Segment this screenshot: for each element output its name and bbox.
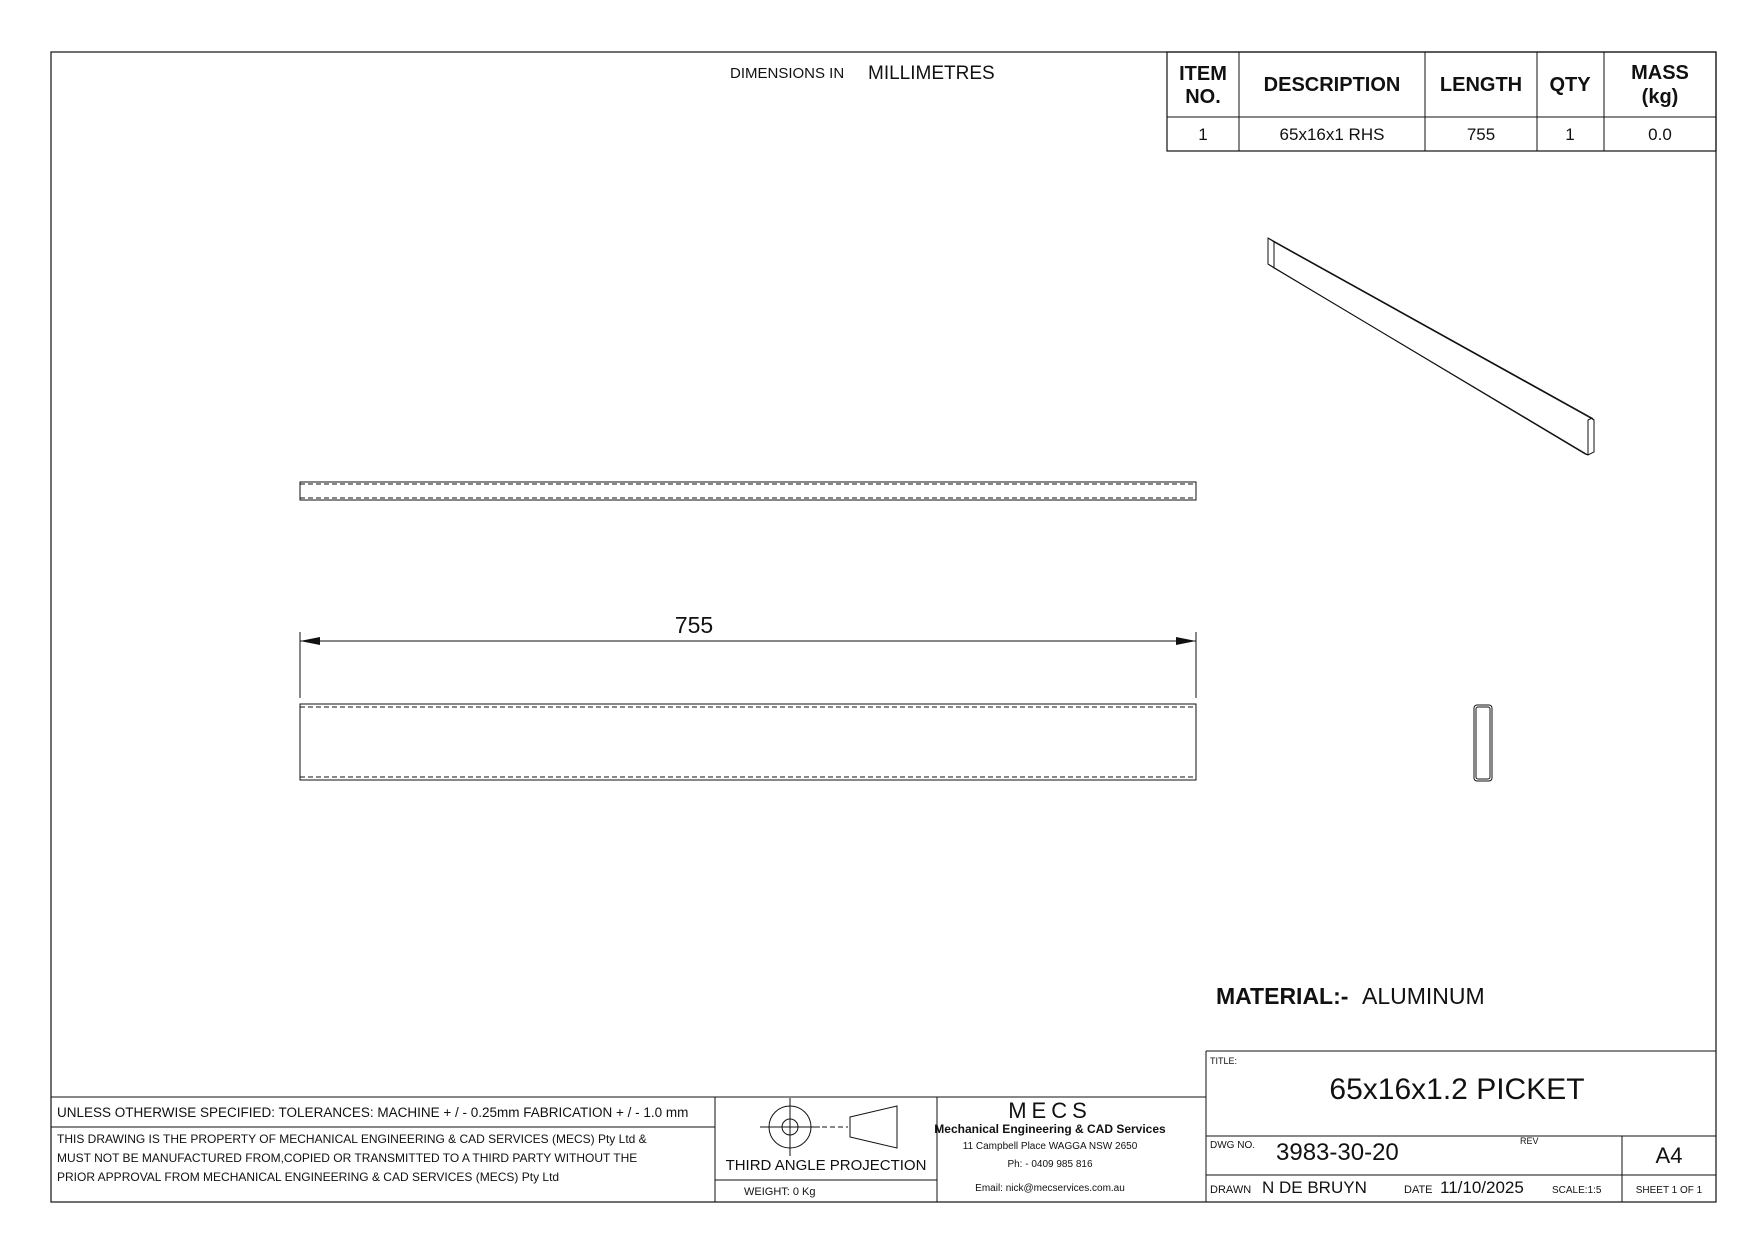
- title-label: TITLE:: [1210, 1056, 1238, 1066]
- top-view: [300, 482, 1196, 500]
- dimension-arrow-right: [1176, 637, 1196, 645]
- bom-header-mass-unit: (kg): [1641, 86, 1679, 108]
- dimension-arrow-left: [300, 637, 320, 645]
- dwg-no-label: DWG NO.: [1210, 1140, 1255, 1151]
- company-name: Mechanical Engineering & CAD Services: [934, 1122, 1166, 1136]
- drawn-label: DRAWN: [1210, 1184, 1252, 1196]
- bom-row: [1198, 125, 1672, 144]
- drawn-by: N DE BRUYN: [1262, 1178, 1367, 1197]
- end-view: [1474, 705, 1492, 781]
- company-address: 11 Campbell Place WAGGA NSW 2650: [962, 1141, 1138, 1152]
- length-dimension: [300, 612, 1196, 698]
- tolerance-note: UNLESS OTHERWISE SPECIFIED: TOLERANCES: MACHINE + / - 0.25mm FABRICATION + / - 1.0 mm: [57, 1105, 689, 1120]
- isometric-view: [1268, 238, 1594, 455]
- bom-header-description: DESCRIPTION: [1263, 74, 1401, 96]
- material-value: ALUMINUM: [1362, 983, 1485, 1009]
- bom-header-length: LENGTH: [1439, 74, 1523, 96]
- projection-label: THIRD ANGLE PROJECTION: [725, 1157, 927, 1174]
- bom-cell-length: 755: [1466, 125, 1496, 144]
- third-angle-projection-symbol: [760, 1098, 897, 1156]
- bom-cell-item: 1: [1198, 125, 1208, 144]
- bom-cell-qty: 1: [1565, 125, 1575, 144]
- bom-cell-mass: 0.0: [1648, 125, 1672, 144]
- property-note-line-3: PRIOR APPROVAL FROM MECHANICAL ENGINEERING & CAD SERVICES (MECS) Pty Ltd: [57, 1170, 560, 1184]
- dimension-value: 755: [674, 612, 714, 638]
- company-email: Email: nick@mecservices.com.au: [975, 1183, 1125, 1194]
- drawing-scale: SCALE:1:5: [1552, 1185, 1602, 1196]
- drawing-date: 11/10/2025: [1440, 1178, 1524, 1197]
- property-note-line-2: MUST NOT BE MANUFACTURED FROM,COPIED OR TRANSMITTED TO A THIRD PARTY WITHOUT THE: [57, 1151, 638, 1165]
- bom-header-item: ITEM: [1179, 63, 1227, 85]
- company-phone: Ph: - 0409 985 816: [1007, 1159, 1093, 1170]
- rev-label: REV: [1520, 1136, 1539, 1146]
- drawing-title: 65x16x1.2 PICKET: [1329, 1073, 1585, 1106]
- material-label: MATERIAL:-: [1216, 983, 1349, 1009]
- sheet-size: A4: [1655, 1143, 1683, 1168]
- sheet-number: SHEET 1 OF 1: [1635, 1185, 1703, 1196]
- dimensions-label: DIMENSIONS IN: [730, 65, 845, 82]
- property-note-line-1: THIS DRAWING IS THE PROPERTY OF MECHANICAL ENGINEERING & CAD SERVICES (MECS) Pty Ltd &: [57, 1132, 647, 1146]
- bom-header-no: NO.: [1185, 86, 1221, 108]
- bom-cell-description: 65x16x1 RHS: [1279, 125, 1385, 144]
- bom-header-qty: QTY: [1549, 74, 1591, 96]
- date-label: DATE: [1404, 1184, 1433, 1196]
- bom-table: [1167, 52, 1716, 151]
- dimensions-unit: MILLIMETRES: [868, 63, 995, 84]
- drawing-number: 3983-30-20: [1276, 1139, 1399, 1166]
- company-logo: MECS: [1008, 1098, 1092, 1123]
- bom-header-mass: MASS: [1631, 62, 1689, 84]
- weight-value: WEIGHT: 0 Kg: [744, 1186, 816, 1198]
- sheet-border: [51, 52, 1716, 1202]
- front-view: [300, 704, 1196, 780]
